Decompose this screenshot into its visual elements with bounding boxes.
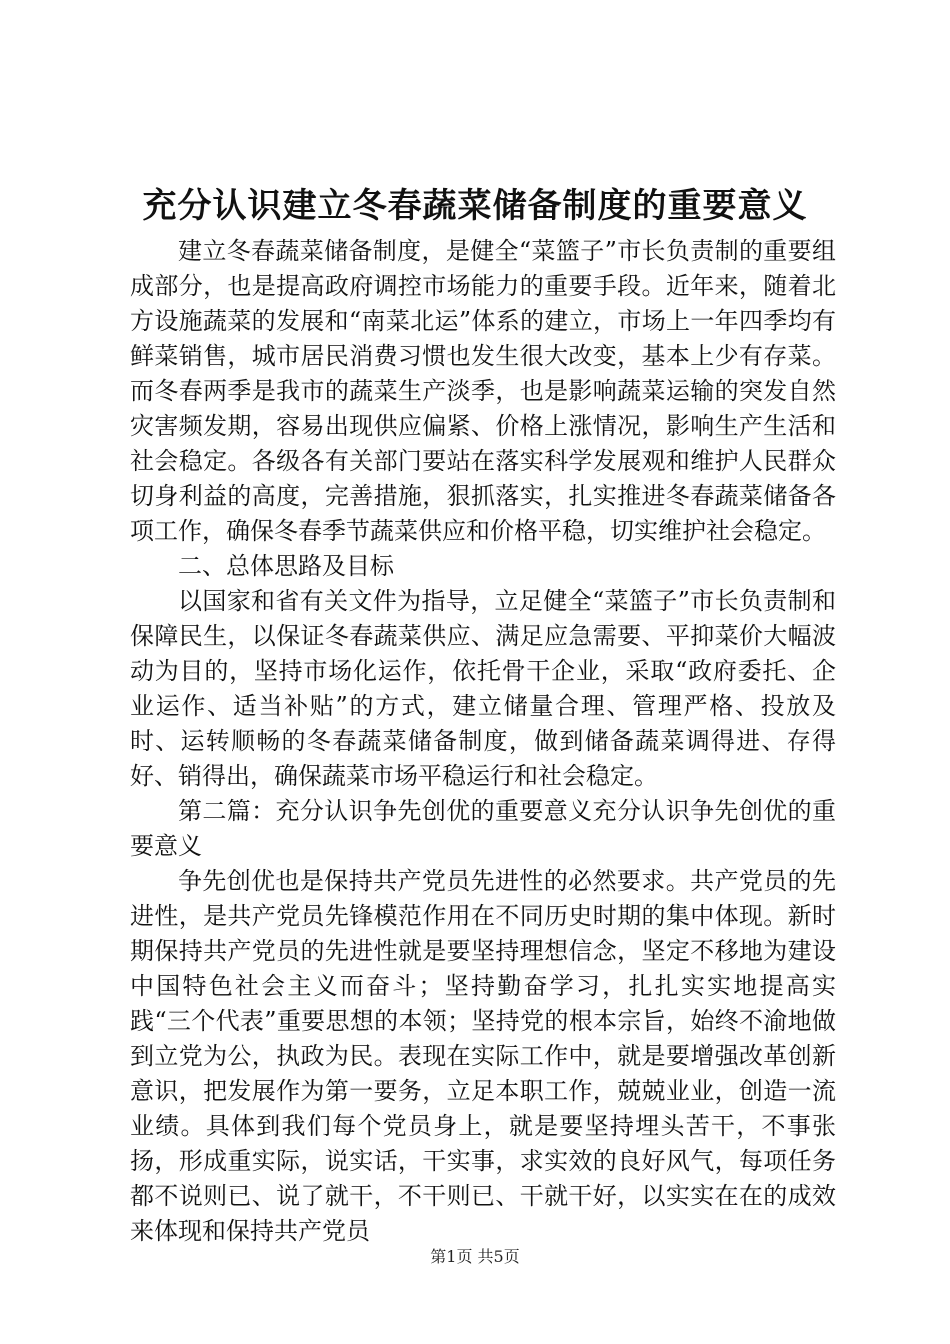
- document-title: 充分认识建立冬春蔬菜储备制度的重要意义: [142, 186, 808, 226]
- chapter-heading-2: 第二篇：充分认识争先创优的重要意义充分认识争先创优的重要意义: [130, 797, 836, 860]
- paragraph-3: 以国家和省有关文件为指导，立足健全“菜篮子”市长负责制和保障民生，以保证冬春蔬菜供应、满足应急需要、平抑菜价大幅波动为目的，坚持市场化运作，依托骨干企业，采取“政府委托、企业运作、适当补贴”的方式，建立储量合理、管理严格、投放及时、运转顺畅的冬春蔬菜储备制度，做到储备蔬菜调得进、存得好、销得出，确保蔬菜市场平稳运行和社会稳定。: [130, 587, 836, 790]
- section-heading-2: 二、总体思路及目标: [178, 552, 394, 580]
- page-footer: 第1页 共5页: [430, 1247, 520, 1266]
- paragraph-5: 争先创优也是保持共产党员先进性的必然要求。共产党员的先进性，是共产党员先锋模范作用在不同历史时期的集中体现。新时期保持共产党员的先进性就是要坚持理想信念，坚定不移地为建设中国特色社会主义而奋斗；坚持勤奋学习，扎扎实实地提高实践“三个代表”重要思想的本领；坚持党的根本宗旨，始终不渝地做到立党为公，执政为民。表现在实际工作中，就是要增强改革创新意识，把发展作为第一要务，立足本职工作，兢兢业业，创造一流业绩。具体到我们每个党员身上，就是要坚持埋头苦干，不事张扬，形成重实际，说实话，干实事，求实效的良好风气，每项任务都不说则已、说了就干，不干则已、干就干好，以实实在在的成效来体现和保持共产党员: [130, 867, 836, 1245]
- paragraph-1: 建立冬春蔬菜储备制度，是健全“菜篮子”市长负责制的重要组成部分，也是提高政府调控市场能力的重要手段。近年来，随着北方设施蔬菜的发展和“南菜北运”体系的建立，市场上一年四季均有鲜菜销售，城市居民消费习惯也发生很大改变，基本上少有存菜。而冬春两季是我市的蔬菜生产淡季，也是影响蔬菜运输的突发自然灾害频发期，容易出现供应偏紧、价格上涨情况，影响生产生活和社会稳定。各级各有关部门要站在落实科学发展观和维护人民群众切身利益的高度，完善措施，狠抓落实，扎实推进冬春蔬菜储备各项工作，确保冬春季节蔬菜供应和价格平稳，切实维护社会稳定。: [130, 237, 836, 545]
- document-body: [130, 234, 836, 1249]
